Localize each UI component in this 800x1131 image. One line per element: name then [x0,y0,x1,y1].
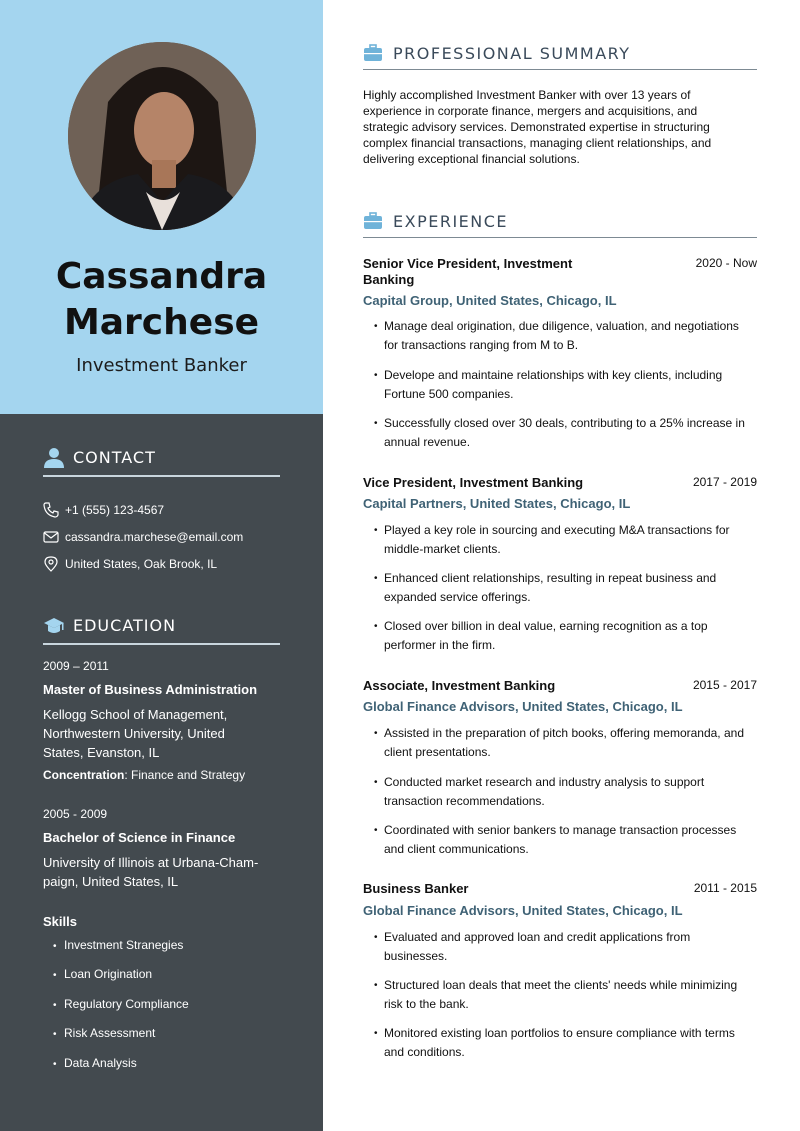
education-years: 2009 – 2011 [43,659,109,673]
bullet-line: Conducted market research and industry analysis to support [384,775,705,789]
skill-item: • Data Analysis [53,1056,137,1070]
bullet-dot: • [374,980,378,991]
contact-heading-label: CONTACT [73,448,156,467]
phone-text: +1 (555) 123-4567 [65,503,165,517]
bullet-line: Coordinated with senior bankers to manage transaction processes [384,823,737,837]
bullet-dot: • [374,621,378,632]
bullet-line: Develope and maintaine relationships with key clients, including [384,368,723,382]
education-school-line: University of Illinois at Urbana-Cham- [43,855,259,870]
bullet-dot: • [374,525,378,536]
education-heading [43,615,280,645]
contact-phone[interactable] [43,502,293,520]
bullet-line: Successfully closed over 30 deals, contributing to a 25% increase in [384,416,745,430]
job-bullet [374,1024,769,1062]
job-dates: 2011 - 2015 [693,881,757,895]
skill-item: • Risk Assessment [53,1026,155,1040]
user-icon [43,447,65,469]
graduation-cap-icon [43,615,65,637]
job-bullet [374,414,769,452]
bullet-line: risk to the bank. [384,997,469,1011]
bullet-line: expanded service offerings. [384,590,531,604]
bullet-line: client presentations. [384,745,491,759]
job-bullet [374,366,769,404]
bullet-dot: • [374,728,378,739]
job-dates: 2015 - 2017 [692,678,757,692]
education-heading-label: EDUCATION [73,616,177,635]
bullet-dot: • [374,321,378,332]
bullet-dot: • [374,932,378,943]
bullet-line: middle-market clients. [384,542,501,556]
last-name: Marchese [63,302,260,343]
job-role-line: Senior Vice President, Investment [363,256,573,271]
education-degree: Master of Business Administration [43,682,258,697]
bullet-line: Structured loan deals that meet the clients' needs while minimizing [384,978,738,992]
education-years: 2005 - 2009 [43,807,108,821]
concentration-value: : Finance and Strategy [124,768,246,782]
job-company: Global Finance Advisors, United States, Chicago, IL [363,699,683,714]
job-dates: 2017 - 2019 [692,475,757,489]
briefcase-icon [363,44,383,62]
profile-photo-illustration [68,42,256,230]
bullet-dot: • [374,825,378,836]
contact-location [43,556,293,574]
job-title: Investment Banker [76,355,247,376]
job-role [363,678,613,694]
phone-icon [43,502,59,518]
job-bullet [374,617,769,655]
bullet-line: and conditions. [384,1045,465,1059]
sidebar [0,0,323,1131]
skills-heading: Skills [43,914,77,929]
bullet-dot: • [374,1028,378,1039]
summary-line: delivering exceptional financial solutions. [363,152,580,166]
bullet-line: Fortune 500 companies. [384,387,514,401]
summary-line: Highly accomplished Investment Banker with over 13 years of [363,88,691,102]
bullet-line: performer in the firm. [384,638,496,652]
education-school-line: Kellogg School of Management, [43,707,228,722]
bullet-dot: • [374,370,378,381]
job-role-line: Associate, Investment Banking [363,678,556,693]
bullet-line: Enhanced client relationships, resulting in repeat business and [384,571,717,585]
bullet-line: Closed over billion in deal value, earning recognition as a top [384,619,708,633]
profile-header [0,0,323,414]
bullet-dot: • [374,777,378,788]
bullet-dot: • [374,418,378,429]
education-school [43,853,283,891]
bullet-line: Evaluated and approved loan and credit applications from [384,930,691,944]
job-bullet [374,773,769,811]
bullet-line: for transactions ranging from M to B. [384,338,579,352]
summary-line: strategic advisory services. Demonstrated expertise in structuring [363,120,710,134]
bullet-line: transaction recommendations. [384,794,545,808]
location-text: United States, Oak Brook, IL [65,557,218,571]
job-company: Capital Partners, United States, Chicago, IL [363,496,631,511]
job-company: Capital Group, United States, Chicago, IL [363,293,617,308]
bullet-line: Assisted in the preparation of pitch books, offering memoranda, and [384,726,744,740]
job-bullet [374,317,769,355]
summary-line: complex financial transactions, managing client relationships, and [363,136,712,150]
summary-heading [363,44,757,70]
skill-item: • Loan Origination [53,967,152,981]
first-name: Cassandra [55,256,268,297]
skill-item: • Investment Stranegies [53,938,183,952]
job-role-line: Vice President, Investment Banking [363,475,584,490]
profile-photo [68,42,256,230]
education-school-line: States, Evanston, IL [43,745,160,760]
education-school-line: paign, United States, IL [43,874,179,889]
summary-heading-label: PROFESSIONAL SUMMARY [393,44,631,63]
job-bullet [374,928,769,966]
job-role-line: Banking [363,272,415,287]
mail-icon [43,529,59,545]
bullet-line: Played a key role in sourcing and executing M&A transactions for [384,523,730,537]
job-bullet [374,976,769,1014]
job-role [363,475,613,491]
bullet-dot: • [374,573,378,584]
contact-email[interactable] [43,529,293,547]
skill-item: • Regulatory Compliance [53,997,189,1011]
job-bullet [374,724,769,762]
bullet-line: businesses. [384,949,448,963]
briefcase-icon [363,212,383,230]
job-bullet [374,821,769,859]
job-dates: 2020 - Now [695,256,757,270]
education-concentration [43,768,245,782]
education-school-line: Northwestern University, United [43,726,225,741]
job-role [363,256,613,288]
job-bullet [374,569,769,607]
bullet-line: and client communications. [384,842,529,856]
email-text: cassandra.marchese@email.com [65,530,244,544]
experience-heading [363,212,757,238]
summary-text [363,87,757,167]
location-pin-icon [43,556,59,572]
job-role-line: Business Banker [363,881,469,896]
summary-line: experience in corporate finance, mergers and acquisitions, and [363,104,698,118]
job-bullet [374,521,769,559]
bullet-line: annual revenue. [384,435,471,449]
concentration-label: Concentration [43,768,125,782]
bullet-line: Monitored existing loan portfolios to ensure compliance with terms [384,1026,735,1040]
contact-heading [43,447,280,477]
education-school [43,705,283,762]
experience-heading-label: EXPERIENCE [393,212,509,231]
job-role [363,881,613,897]
education-degree: Bachelor of Science in Finance [43,830,236,845]
job-company: Global Finance Advisors, United States, Chicago, IL [363,903,683,918]
bullet-line: Manage deal origination, due diligence, valuation, and negotiations [384,319,739,333]
